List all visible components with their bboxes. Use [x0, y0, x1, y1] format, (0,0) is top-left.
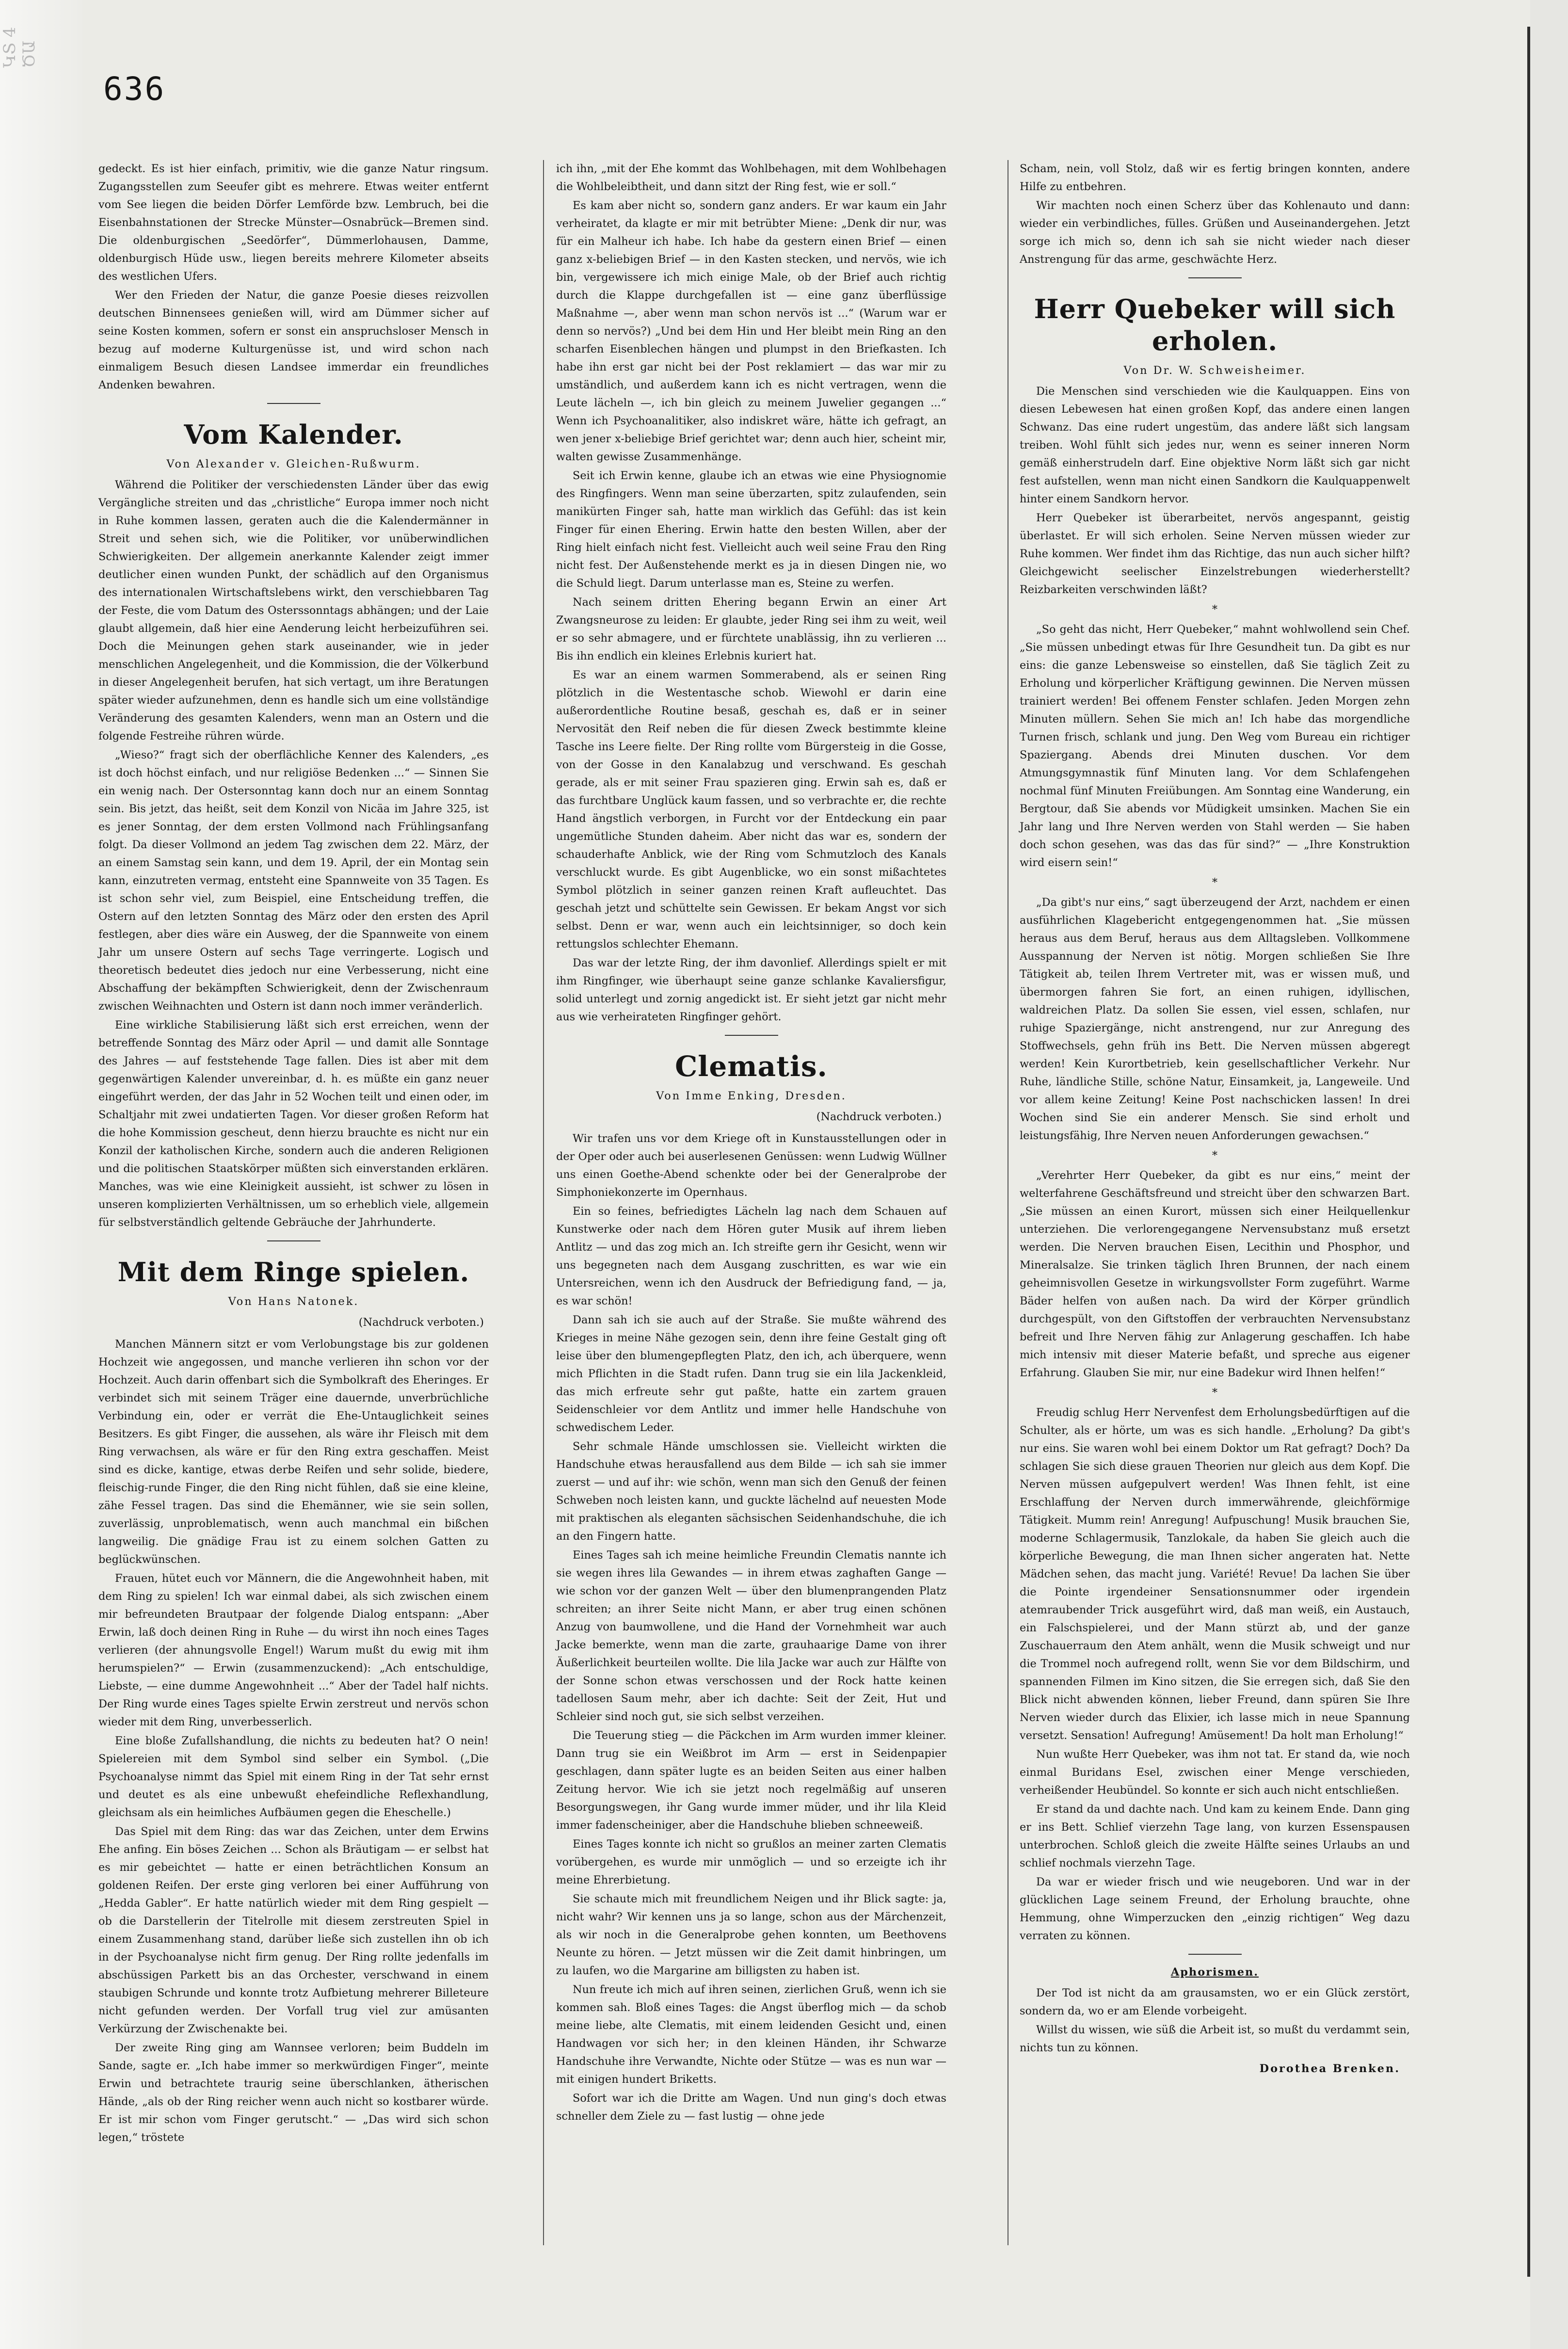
paragraph: Das war der letzte Ring, der ihm davonlief. Allerdings spielt er mit ihm Ringfinger, wie überhaupt seine ganze schlanke Kavaliersfigur, solid unterlegt und zornig angedickt ist. Er sieht jetzt gar nicht mehr aus wie verheirateten Ringfinger gehört. [556, 957, 946, 1023]
paragraph: Er stand da und dachte nach. Und kam zu keinem Ende. Dann ging er ins Bett. Schlief vierzehn Tage lang, von kurzen Essenspausen unterbrochen. Schloß gleich die zweite Hälfte seines Urlaubs an und schlief nochmals vierzehn Tage. [1020, 1803, 1410, 1869]
paragraph: ich ihn, „mit der Ehe kommt das Wohlbehagen, mit dem Wohlbehagen die Wohlbeleibtheit, und dann sitzt der Ring fest, wie er soll.“ [556, 162, 946, 193]
paragraph: „Wieso?“ fragt sich der oberflächliche Kenner des Kalenders, „es ist doch höchst einfach, und nur religiöse Bedenken ...“ — Sinnen Sie ein wenig nach. Der Ostersonntag kann doch nur an einem Sonntag sein. Bis jetzt, das heißt, seit dem Konzil von Nicäa im Jahre 325, ist es jener Sonntag, der dem ersten Vollmond nach Frühlingsanfang folgt. Da dieser Vollmond an jedem Tag zwischen dem 22. März, der an einem Samstag sein kann, und dem 19. April, der ein Montag sein kann, einzutreten vermag, entsteht eine Spannweite von 35 Tagen. Es ist schon sehr viel, zum Beispiel, eine Entscheidung treffen, die Ostern auf den letzten Sonntag des März oder den ersten des April festlegen, aber dies wäre ein Ausweg, der die Spannweite von einem Jahr um unsere Ostern auf sechs Tage verringerte. Logisch und theoretisch bedeutet dies jedoch nur eine Verbesserung, nicht eine Abschaffung der bekämpften Schwierigkeit, denn der Zwischenraum zwischen Weihnachten und Ostern ist dann noch immer veränderlich. [98, 749, 489, 1013]
paragraph: Sofort war ich die Dritte am Wagen. Und nun ging's doch etwas schneller dem Ziele zu — fast lustig — ohne jede [556, 2092, 946, 2123]
paragraph: Eine bloße Zufallshandlung, die nichts zu bedeuten hat? O nein! Spielereien mit dem Symbol sind selber ein Symbol. („Die Psychoanalyse nimmt das Spiel mit einem Ring in der Tat sehr ernst und deutet es als eine unbewußt ehefeindliche Reflexhandlung, gleichsam als ein heimliches Aufbäumen gegen die Eheschelle.) [98, 1735, 489, 1819]
right-page-margin [1530, 0, 1568, 2349]
article-title-clematis: Clematis. [675, 1050, 828, 1083]
article-title-quebeker: Herr Quebeker will sich erholen. [1034, 293, 1396, 356]
library-stamp: ԿՏ 4 ԾԱ [0, 27, 39, 68]
paragraph: Scham, nein, voll Stolz, daß wir es fertig bringen konnten, andere Hilfe zu entbehren. [1020, 162, 1410, 193]
paragraph: Da war er wieder frisch und wie neugeboren. Und war in der glücklichen Lage seinem Freund, der Erholung brauchte, ohne Hemmung, ohne Wimperzucken den „einzig richtigen“ Weg dazu verraten zu können. [1020, 1876, 1410, 1942]
paragraph: „So geht das nicht, Herr Quebeker,“ mahnt wohlwollend sein Chef. „Sie müssen unbedingt etwas für Ihre Gesundheit tun. Da gibt es nur eins: die ganze Lebensweise so einstellen, daß Sie täglich Zeit zu Erholung und körperlicher Kräftigung gewinnen. Die Nerven müssen trainiert werden! Bei offenem Fenster schlafen. Jeden Morgen zehn Minuten müllern. Sehen Sie mich an! Ich habe das morgendliche Turnen frisch, schlank und jung. Den Weg vom Bureau ein richtiger Spaziergang. Abends drei Minuten duschen. Vor dem Atmungsgymnastik fünf Minuten lang. Vor dem Schlafengehen nochmal fünf Minuten Freiübungen. Am Sonntag eine Wanderung, ein Bergtour, daß Sie abends vor Müdigkeit umsinken. Machen Sie ein Jahr lang und Ihre Nerven werden von Stahl werden — Sie haben doch schon gesehen, was das das für sind?“ — „Ihre Konstruktion wird eisern sein!“ [1020, 623, 1410, 869]
paragraph: Sie schaute mich mit freundlichem Neigen und ihr Blick sagte: ja, nicht wahr? Wir kennen uns ja so lange, schon aus der Märchenzeit, als wir noch in die Generalprobe gehen konnten, um Beethovens Neunte zu hören. — Jetzt müssen wir die Zeit damit hinbringen, um zu laufen, wo die Margarine am billigsten zu haben ist. [556, 1893, 946, 1977]
page-number: 636 [103, 70, 166, 108]
paragraph: Manchen Männern sitzt er vom Verlobungstage bis zur goldenen Hochzeit wie angegossen, und manche verlieren ihn schon vor der Hochzeit. Auch darin offenbart sich die Symbolkraft des Eheringes. Er verbindet sich mit seinem Träger eine dauernde, unverbrüchliche Verbindung ein, oder er verrät die Ehe-Untauglichkeit seines Besitzers. Es gibt Finger, die aussehen, als wäre ihr Fleisch mit dem Ring verwachsen, als wäre er für den Ring extra geschaffen. Meist sind es dicke, kantige, etwas derbe Reifen und sehr solide, biedere, fleischig-runde Finger, die den Ring nicht fühlen, daß sie eine kleine, zähe Fessel tragen. Das sind die Ehemänner, wie sie sein sollen, zuverlässig, unproblematisch, wenn auch manchmal ein bißchen langweilig. Die gnädige Frau ist zu einem solchen Gatten zu beglückwünschen. [98, 1338, 489, 1566]
paragraph: Die Menschen sind verschieden wie die Kaulquappen. Eins von diesen Lebewesen hat einen großen Kopf, das andere einen langen Schwanz. Das eine rudert ungestüm, das andere läßt sich langsam treiben. Wohl fühlt sich jedes nur, wenn es seiner inneren Norm gemäß einherstrudeln darf. Eine objektive Norm läßt sich gar nicht fest aufstellen, wenn man nicht einen Sandkorn die Kaulquappenwelt hinter einem Sandkorn hervor. [1020, 385, 1410, 505]
section-divider [1188, 277, 1242, 278]
section-star: * [1212, 876, 1218, 889]
reprint-notice: (Nachdruck verboten.) [816, 1110, 942, 1123]
aphorism: Willst du wissen, wie süß die Arbeit ist, so mußt du verdammt sein, nichts tun zu können. [1020, 2024, 1410, 2054]
section-star: * [1212, 1149, 1218, 1162]
section-star: * [1212, 603, 1218, 616]
paragraph: „Da gibt's nur eins,“ sagt überzeugend der Arzt, nachdem er einen ausführlichen Klagebericht entgegengenommen hat. „Sie müssen heraus aus dem Beruf, heraus aus dem Alltagsleben. Vollkommene Ausspannung der Nerven ist nötig. Morgen schließen Sie Ihre Tätigkeit ab, teilen Ihrem Vertreter mit, was er wissen muß, und übermorgen fahren Sie fort, an einen ruhigen, idyllischen, waldreichen Platz. Da sollen Sie essen, viel essen, schlafen, nur ruhige Spaziergänge, nicht anstrengend, nur zur Anregung des Stoffwechsels, gehn früh ins Bett. Die Nerven müssen abgeregt werden! Kein Kurortbetrieb, kein gesellschaftlicher Verkehr. Nur Ruhe, ländliche Stille, schöne Natur, Einsamkeit, ja, Langeweile. Und vor allem keine Zeitung! Keine Post nachschicken lassen! In drei Wochen sind Sie ein anderer Mensch. Sie sind erholt und leistungsfähig, Ihre Nerven neuen Anforderungen gewachsen.“ [1020, 896, 1410, 1142]
paragraph: Während die Politiker der verschiedensten Länder über das ewig Vergängliche streiten und das „christliche“ Europa immer noch nicht in Ruhe kommen lassen, geraten auch die die Kalendermänner in Streit und sehen sich, wie die Politiker, vor unüberwindlichen Schwierigkeiten. Der allgemein anerkannte Kalender zeigt immer deutlicher einen wunden Punkt, der schädlich auf den Organismus des internationalen Wirtschaftslebens wirkt, den verschiebbaren Tag der Feste, die vom Datum des Osterssonntags abhängen; und der Laie glaubt allgemein, daß hier eine Aenderung leicht herbeizuführen sei. Doch die Meinungen gehen stark auseinander, wie in jeder menschlichen Angelegenheit, und die Kommission, die der Völkerbund in dieser Angelegenheit berufen, hat sich vertagt, um ihre Beratungen später wieder aufzunehmen, denn es handle sich um eine vollständige Veränderung des gesamten Kalenders, wenn man an Ostern und die folgende Festreihe rühren würde. [98, 479, 489, 742]
aphorisms-heading: Aphorismen. [1170, 1966, 1259, 1979]
article-author: Von Imme Enking, Dresden. [656, 1090, 847, 1102]
paragraph: Wir machten noch einen Scherz über das Kohlenauto und dann: wieder ein verbindliches, fülles. Grüßen und Auseinandergehen. Jetzt sorge ich mich so, denn ich sah sie nicht wieder nach dieser Anstrengung für das arme, geschwächte Herz. [1020, 199, 1410, 266]
paragraph: Wer den Frieden der Natur, die ganze Poesie dieses reizvollen deutschen Binnensees genießen will, wird am Dümmer sicher auf seine Kosten kommen, sofern er sonst ein anspruchsloser Mensch in bezug auf moderne Kulturgenüsse ist, und wird schon nach einmaligem Besuch diesen Landsee immerdar ein freundliches Andenken bewahren. [98, 289, 489, 391]
section-divider [267, 403, 320, 404]
paragraph: Eines Tages konnte ich nicht so grußlos an meiner zarten Clematis vorübergehen, es wurde mir unmöglich — und so erzeigte ich ihr meine Ehrerbietung. [556, 1838, 946, 1886]
paragraph: Die Teuerung stieg — die Päckchen im Arm wurden immer kleiner. Dann trug sie ein Weißbrot im Arm — erst in Seidenpapier geschlagen, dann später lugte es an beiden Seiten aus einer halben Zeitung hervor. Wie ich sie jetzt noch regelmäßig auf unseren Besorgungswegen, ihr Gang wurde immer müder, und ihr lila Kleid immer fadenscheiniger, aber die Handschuhe blieben schneeweiß. [556, 1729, 946, 1832]
paragraph: Sehr schmale Hände umschlossen sie. Vielleicht wirkten die Handschuhe etwas herausfallend aus dem Bilde — ich sah sie immer zuerst — und auf ihr: wie schön, wenn man sich den Genuß der feinen Schweben noch leisten kann, und guckte lächelnd auf neuesten Mode mit praktischen als eleganten sächsischen Seidenhandschuhe, die ich an den Fingern hatte. [556, 1440, 946, 1543]
section-divider [1188, 1954, 1242, 1955]
reprint-notice: (Nachdruck verboten.) [358, 1316, 484, 1329]
column-3 [1020, 160, 1410, 2078]
paragraph: Nun freute ich mich auf ihren seinen, zierlichen Gruß, wenn ich sie kommen sah. Bloß eines Tages: die Angst überflog mich — da schob meine liebe, alte Clematis, mit einem leidenden Gesicht und, einen Handwagen vor sich her; in den kleinen Händen, ihr Schwarze Handschuhe ihre Verwandte, Nichte oder Stütze — was es nun war — mit einigen hundert Briketts. [556, 1983, 946, 2086]
paragraph: Wir trafen uns vor dem Kriege oft in Kunstausstellungen oder in der Oper oder auch bei auserlesenen Genüssen: wenn Ludwig Wüllner uns einen Goethe-Abend schenkte oder bei der Generalprobe der Simphoniekonzerte im Opernhaus. [556, 1132, 946, 1199]
aphorisms-signature: Dorothea Brenken. [1259, 2062, 1400, 2075]
article-author: Von Alexander v. Gleichen-Rußwurm. [166, 458, 421, 470]
paragraph: Frauen, hütet euch vor Männern, die die Angewohnheit haben, mit dem Ring zu spielen! Ich war einmal dabei, als sich zwischen einem mir befreundeten Brautpaar der folgende Dialog entspann: „Aber Erwin, laß doch deinen Ring in Ruhe — du wirst ihn noch eines Tages verlieren (der ahnungsvolle Engel!) Warum mußt du ewig mit ihm herumspielen?“ — Erwin (zusammenzuckend): „Ach entschuldige, Liebste, — eine dumme Angewohnheit ...“ Aber der Tadel half nichts. Der Ring wurde eines Tages spielte Erwin zerstreut und nervös schon wieder mit dem Ring, unverbesserlich. [98, 1572, 489, 1728]
paragraph: Dann sah ich sie auch auf der Straße. Sie mußte während des Krieges in meine Nähe gezogen sein, denn ihre feine Gestalt ging oft leise über den blumengepflegten Platz, den ich, ach überquere, wenn mich Pflichten in die Stadt rufen. Dann trug sie ein lila Jackenkleid, das mich erfreute sehr gut paßte, hatte ein zartem grauen Seidenschleier vor dem Antlitz und immer helle Handschuhe von schwedischem Leder. [556, 1314, 946, 1434]
left-page-margin [0, 0, 82, 2349]
paragraph: Nach seinem dritten Ehering begann Erwin an einer Art Zwangsneurose zu leiden: Er glaubte, jeder Ring sei ihm zu weit, weil er so sehr abmagere, und er fürchtete unablässig, ihn zu verlieren ... Bis ihn endlich ein kleines Erlebnis kuriert hat. [556, 596, 946, 662]
paragraph: Seit ich Erwin kenne, glaube ich an etwas wie eine Physiognomie des Ringfingers. Wenn man seine überzarten, spitz zulaufenden, sein manikürten Finger sah, hatte man wirklich das Gefühl: das ist kein Finger für einen Ehering. Erwin hatte den besten Willen, aber der Ring hielt einfach nicht fest. Vielleicht auch weil seine Frau den Ring nicht fest. Der Außenstehende merkt es ja in diesen Dingen nie, wo die Schuld liegt. Darum unterlasse man es, Steine zu werfen. [556, 469, 946, 590]
column-rule [543, 160, 544, 2245]
paragraph: Freudig schlug Herr Nervenfest dem Erholungsbedürftigen auf die Schulter, als er hörte, um was es sich handle. „Erholung? Da gibt's nur eins. Sie waren wohl bei einem Doktor um Rat gefragt? Doch? Da schlagen Sie sich diese grauen Theorien nur gleich aus dem Kopf. Die Nerven müssen aufgepulvert werden! Was Ihnen fehlt, ist eine Erschlaffung der Nerven durch immerwährende, gleichförmige Tätigkeit. Mumm rein! Anregung! Aufpuschung! Musik brauchen Sie, moderne Schlagermusik, Tanzlokale, da haben Sie gleich auch die körperliche Bewegung, die man Ihnen sicher angeraten hat. Nette Mädchen sehen, das macht jung. Variété! Revue! Da lachen Sie über die Pointe irgendeiner Sensationsnummer oder irgendein atemraubender Trick ausgeführt wird, daß man weiß, ein Austauch, ein Falschspielerei, und der Mann stürzt ab, und der ganze Zuschauerraum den Atem anhält, wenn die Musik schweigt und nur die Trommel noch aufregend rollt, wenn Sie vor dem Bildschirm, und spannenden Filmen im Kino sitzen, die Sie erregen sich, daß Sie den Blick nicht abwenden können, lieber Freund, dann spüren Sie Ihre Nerven wieder durch das Elixier, ich lasse mich in neue Spannung versetzt. Sensation! Aufregung! Amüsement! Da holt man Erholung!“ [1020, 1406, 1410, 1742]
section-divider [725, 1035, 778, 1036]
paragraph: Der zweite Ring ging am Wannsee verloren; beim Buddeln im Sande, sagte er. „Ich habe immer so merkwürdigen Finger“, meinte Erwin und betrachtete traurig seine überschlanken, ätherischen Hände, „als ob der Ring reicher wenn auch nicht so kostbarer würde. Er ist mir schon vom Finger gerutscht.“ — „Das wird sich schon legen,“ tröstete [98, 2042, 489, 2144]
paragraph: Das Spiel mit dem Ring: das war das Zeichen, unter dem Erwins Ehe anfing. Ein böses Zeichen ... Schon als Bräutigam — er selbst hat es mir gebeichtet — hatte er einen beträchtlichen Konsum an goldenen Reifen. Der erste ging verloren bei einer Aufführung von „Hedda Gabler“. Er hatte natürlich wieder mit dem Ring gespielt — ob die Darstellerin der Titelrolle mit diesem zerstreuten Spiel in einem Zusammenhang stand, darüber ließe sich zustellen ihn ob ich in der Psychoanalyse nicht firm genug. Der Ring rollte jedenfalls im abschüssigen Parkett bis an das Orchester, verschwand in einem staubigen Schrunde und konnte trotz Aufbietung mehrerer Billeteure nicht gefunden werden. Der Vorfall trug viel zur amüsanten Verkürzung der Zwischenakte bei. [98, 1825, 489, 2035]
paragraph: Eine wirkliche Stabilisierung läßt sich erst erreichen, wenn der betreffende Sonntag des März oder April — und damit alle Sonntage des Jahres — auf feststehende Tage fallen. Dies ist aber mit dem gegenwärtigen Kalender unvereinbar, d. h. es müßte ein ganz neuer eingeführt werden, der das Jahr in 52 Wochen teilt und einen oder, im Schaltjahr mit zwei undatierten Tagen. Vor dieser großen Reform hat die hohe Kommission gescheut, denn hierzu brauchte es nicht nur ein Konzil der katholischen Kirche, sondern auch die anderen Religionen und die politischen Staatskörper müßten sich einverstanden erklären. Manches, was wie eine Kleinigkeit aussieht, ist schwer zu lösen in unseren komplizierten Verhältnissen, um so erheblich viele, allgemein für selbstverständlich geltende Gebräuche der Jahrhunderte. [98, 1019, 489, 1229]
section-star: * [1212, 1386, 1218, 1399]
article-author: Von Dr. W. Schweisheimer. [1123, 364, 1306, 377]
aphorism: Der Tod ist nicht da am grausamsten, wo er ein Glück zerstört, sondern da, wo er am Elende vorbeigeht. [1020, 1987, 1410, 2017]
paragraph: Herr Quebeker ist überarbeitet, nervös angespannt, geistig überlastet. Er will sich erholen. Seine Nerven müssen wieder zur Ruhe kommen. Wer findet ihm das Richtige, das nun auch sicher hilft? Gleichgewicht seelischer Einzelstrebungen wiederherstellt? Reizbarkeiten verschwinden läßt? [1020, 512, 1410, 596]
article-title-kalender: Vom Kalender. [184, 419, 403, 450]
paragraph: gedeckt. Es ist hier einfach, primitiv, wie die ganze Natur ringsum. Zugangsstellen zum Seeufer gibt es mehrere. Etwas weiter entfernt vom See liegen die beiden Dörfer Lemförde bzw. Lembruch, bei die Eisenbahnstationen der Strecke Münster—Osnabrück—Bremen sind. Die oldenburgischen „Seedörfer“, Dümmerlohausen, Damme, oldenburgisch Hüde usw., liegen bereits mehrere Kilometer abseits des westlichen Ufers. [98, 162, 489, 283]
article-author: Von Hans Natonek. [228, 1295, 359, 1308]
column-1 [98, 160, 489, 2148]
paragraph: Ein so feines, befriedigtes Lächeln lag nach dem Schauen auf Kunstwerke oder nach dem Hören guter Musik auf ihrem lieben Antlitz — und das zog mich an. Ich streifte gern ihr Gesicht, wenn wir uns begegneten nach dem Ausgang zuschritten, es war wie ein Untersreichen, wenn ich den Ausdruck der Befriedigung fand, — ja, es war schön! [556, 1205, 946, 1307]
column-2 [556, 160, 946, 2126]
paragraph: Nun wußte Herr Quebeker, was ihm not tat. Er stand da, wie noch einmal Buridans Esel, zwischen einer Menge verschieden, verheißender Heubündel. So konnte er sich auch nicht entschließen. [1020, 1748, 1410, 1797]
paragraph: „Verehrter Herr Quebeker, da gibt es nur eins,“ meint der welterfahrene Geschäftsfreund und streicht über den schwarzen Bart. „Sie müssen an einen Kurort, müssen sich einer Heilquellenkur unterziehen. Die verlorengegangene Nervensubstanz muß ersetzt werden. Die Nerven brauchen Eisen, Lecithin und Phosphor, und Mineralsalze. Sie trinken täglich Ihren Brunnen, der nach einem geheimnisvollen Gesetze in wirkungsvollster Form zugeführt. Warme Bäder helfen von außen nach. Da wird der Körper gründlich durchgespült, von den Giftstoffen der verbrauchten Nervensubstanz befreit und Ihre Nerven fähig zur Anlagerung geschaffen. Ich habe mich intensiv mit dieser Materie befaßt, und spreche aus eigener Erfahrung. Glauben Sie mir, nur eine Badekur wird Ihnen helfen!“ [1020, 1169, 1410, 1379]
paragraph: Eines Tages sah ich meine heimliche Freundin Clematis nannte ich sie wegen ihres lila Gewandes — in ihrem etwas zaghaften Gange — wie schon vor der ganzen Welt — über den blumenprangenden Platz schreiten; an ihrer Seite nicht Mann, er aber trug einen schönen Anzug von baumwollene, und die Hand der Vornehmheit war auch Jacke bemerkte, wenn man die zarte, grauhaarige Dame von ihrer Äußerlichkeit beurteilen wollte. Die lila Jacke war auch zur Hälfte von der Sonne schon etwas verschossen und der Rock hatte keinen tadellosen Saum mehr, aber ich dachte: Seit der Zeit, Hut und Schleier sind noch gut, sie sich selbst verzeihen. [556, 1549, 946, 1723]
section-divider [267, 1240, 320, 1241]
paragraph: Es war an einem warmen Sommerabend, als er seinen Ring plötzlich in die Westentasche schob. Wiewohl er darin eine außerordentliche Routine besaß, geschah es, daß er in seiner Nervosität den Reif neben die für diesen Zweck bestimmte kleine Tasche ins Leere fielte. Der Ring rollte vom Bürgersteig in die Gosse, von der Gosse in den Kanalabzug und verschwand. Es geschah gerade, als er mit seiner Frau spazieren ging. Erwin sah es, daß er das furchtbare Unglück kaum fassen, und so verbrachte er, die rechte Hand ängstlich verborgen, in Furcht vor der Entdeckung ein paar ungemütliche Stunden daheim. Aber nicht das war es, sondern der schauderhafte Anblick, wie der Ring vom Schmutzloch des Kanals verschluckt wurde. Es gibt Augenblicke, wo ein sonst mißachtetes Symbol plötzlich in seiner ganzen reinen Kraft aufleuchtet. Das geschah jetzt und schüttelte sein Gewissen. Er bekam Angst vor sich selbst. Denn er war, wenn auch ein leichtsinniger, so doch kein rettungslos schlechter Ehemann. [556, 669, 946, 950]
paragraph: Es kam aber nicht so, sondern ganz anders. Er war kaum ein Jahr verheiratet, da klagte er mir mit betrübter Miene: „Denk dir nur, was für ein Malheur ich habe. Ich habe da gestern einen Brief — einen ganz x-beliebigen Brief — in den Kasten stecken, und nervös, wie ich bin, vergewissere ich mich einige Male, ob der Brief auch richtig durch die Klappe durchgefallen ist — eine ganz überflüssige Maßnahme —, aber wenn man schon nervös ist ...“ (Warum war er denn so nervös?) „Und bei dem Hin und Her bleibt mein Ring an den scharfen Eisenblechen hängen und plumpst in den Briefkasten. Ich habe ihn erst gar nicht bei der Post reklamiert — das war mir zu umständlich, und außerdem kann ich es nicht vertragen, wenn die Leute lächeln —, ich bin gleich zu meinem Juwelier gegangen ...“ Wenn ich Psychoanalitiker, also indiskret wäre, hätte ich gefragt, an wen jener x-beliebige Brief gerichtet war; denn auch hier, scheint mir, walten gewisse Zusammenhänge. [556, 199, 946, 463]
article-title-ringe: Mit dem Ringe spielen. [117, 1256, 470, 1287]
